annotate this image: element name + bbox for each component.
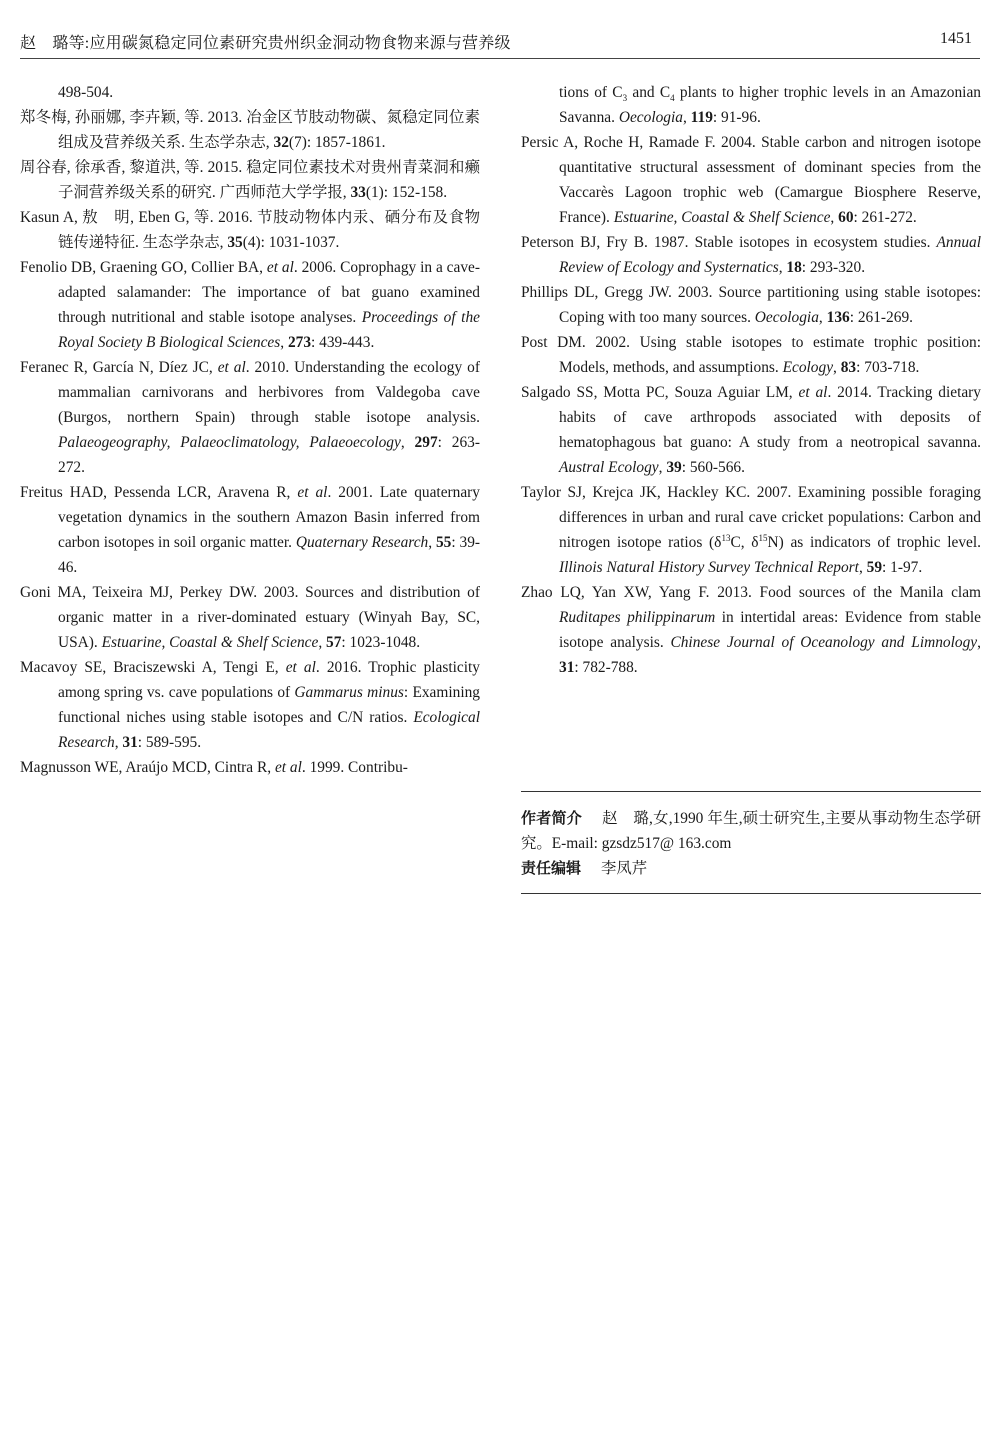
reference-entry xyxy=(20,655,480,755)
reference-entry xyxy=(20,80,480,105)
page-number: 1451 xyxy=(940,30,972,47)
separator: , xyxy=(342,184,351,201)
et-al: et al xyxy=(297,484,328,501)
ref-authors: Macavoy SE, Braciszewski A, Tengi E, xyxy=(20,659,286,676)
ref-text: 498-504. xyxy=(58,84,114,101)
ref-pages: (4): 1031-1037. xyxy=(242,234,340,251)
ref-pages: : 703-718. xyxy=(856,359,920,376)
reference-entry xyxy=(20,105,480,155)
ref-volume: 83 xyxy=(840,359,857,376)
et-al: et al xyxy=(798,384,828,401)
separator: , xyxy=(265,134,274,151)
separator: , xyxy=(318,634,327,651)
separator: , xyxy=(114,734,123,751)
ref-pages: : 263-272. xyxy=(58,434,480,476)
ref-text: plants to higher trophic levels in an Amazonian Savanna. xyxy=(559,84,981,126)
species-name: Ruditapes philippinarum xyxy=(559,609,716,626)
ref-text: . 2010. Understanding the ecology of mammalian carnivorans and herbivores from Valdegoba cave (Burgos, northern Spain) through stable isotope analysis. xyxy=(58,359,480,426)
species-name: Gammarus minus xyxy=(294,684,404,701)
ref-authors: Persic A, Roche H, Ramade F. 2004. Stable carbon and nitrogen isotope quantitative structural assessment of dominant species from the Vaccarès Lagoon trophic web (Camargue Biosphere Reserve, France). xyxy=(521,134,981,226)
reference-entry xyxy=(20,355,480,480)
ref-journal: Palaeogeography, Palaeoclimatology, Palaeoecology xyxy=(58,434,401,451)
references-right-column xyxy=(521,80,981,680)
ref-pages: (7): 1857-1861. xyxy=(288,134,386,151)
author-name: 赵 璐 xyxy=(601,810,650,827)
separator: , xyxy=(400,434,415,451)
ref-authors: 郑冬梅, 孙丽娜, 李卉颖, 等. 2013. 冶金区节肢动物碳、氮稳定同位素组成及营养级关系. xyxy=(20,109,480,151)
reference-entry xyxy=(20,155,480,205)
ref-authors: Phillips DL, Gregg JW. 2003. Source partitioning using stable isotopes: Coping with too many sources. xyxy=(521,284,981,326)
ref-volume: 57 xyxy=(326,634,342,651)
ref-pages: : 261-269. xyxy=(849,309,913,326)
separator: , xyxy=(428,534,436,551)
ref-volume: 31 xyxy=(122,734,138,751)
separator: , xyxy=(977,634,981,651)
ref-journal: 生态学杂志 xyxy=(188,134,266,151)
ref-text: : Examining functional niches using stable isotopes and C/N ratios. xyxy=(58,684,480,726)
ref-authors: Post DM. 2002. Using stable isotopes to estimate trophic position: Models, methods, and assumptions. xyxy=(521,334,981,376)
ref-journal: Oecologia xyxy=(618,109,683,126)
ref-volume: 297 xyxy=(414,434,438,451)
separator: , xyxy=(818,309,827,326)
separator: , xyxy=(280,334,288,351)
reference-entry xyxy=(521,280,981,330)
ref-volume: 18 xyxy=(786,259,802,276)
ref-pages: : 39-46. xyxy=(58,534,481,576)
header-rule xyxy=(20,58,980,59)
ref-text: in intertidal areas: Evidence from stable isotope analysis. xyxy=(559,609,981,651)
ref-volume: 55 xyxy=(435,534,452,551)
ref-journal: Estuarine, Coastal & Shelf Science xyxy=(613,209,831,226)
ref-pages: : 261-272. xyxy=(853,209,917,226)
ref-text: . 2006. Coprophagy in a cave-adapted salamander: The importance of bat guano examined through nutritional and stable isotope analyses. xyxy=(58,259,480,326)
ref-volume: 32 xyxy=(273,134,289,151)
ref-pages: : 439-443. xyxy=(311,334,375,351)
reference-entry xyxy=(20,205,480,255)
reference-entry xyxy=(521,230,981,280)
separator: , xyxy=(833,359,841,376)
ref-authors: Peterson BJ, Fry B. 1987. Stable isotopes in ecosystem studies. xyxy=(521,234,937,251)
reference-entry xyxy=(20,755,480,780)
reference-entry xyxy=(521,580,981,680)
subscript: 3 xyxy=(622,93,628,104)
superscript: 15 xyxy=(758,532,768,543)
ref-volume: 39 xyxy=(666,459,682,476)
reference-entry xyxy=(20,480,480,580)
editor-name: 李凤芹 xyxy=(601,860,648,877)
ref-journal: 生态学杂志 xyxy=(142,234,220,251)
reference-entry xyxy=(521,480,981,580)
reference-entry xyxy=(521,380,981,480)
ref-volume: 136 xyxy=(826,309,850,326)
separator: , xyxy=(219,234,228,251)
ref-journal: Chinese Journal of Oceanology and Limnology xyxy=(670,634,978,651)
ref-journal: Quaternary Research xyxy=(295,534,429,551)
ref-pages: : 560-566. xyxy=(681,459,745,476)
ref-journal: Oecologia xyxy=(754,309,819,326)
separator: , xyxy=(658,459,667,476)
ref-journal: Estuarine, Coastal & Shelf Science xyxy=(101,634,319,651)
et-al: et al xyxy=(217,359,246,376)
ref-authors: Zhao LQ, Yan XW, Yang F. 2013. Food sources of the Manila clam xyxy=(521,584,981,601)
ref-journal: 广西师范大学学报 xyxy=(219,184,343,201)
ref-pages: : 1-97. xyxy=(882,559,923,576)
ref-authors: 周谷春, 徐承香, 黎道洪, 等. 2015. 稳定同位素技术对贵州青菜洞和癞子洞营养级关系的研究. xyxy=(20,159,480,201)
ref-authors: Magnusson WE, Araújo MCD, Cintra R, xyxy=(20,759,275,776)
author-bio xyxy=(521,806,981,881)
ref-authors: Fenolio DB, Graening GO, Collier BA, xyxy=(20,259,267,276)
ref-journal: Austral Ecology xyxy=(559,459,659,476)
ref-journal: Annual Review of Ecology and Systernatics xyxy=(559,234,981,276)
ref-volume: 273 xyxy=(287,334,312,351)
separator: , xyxy=(830,209,839,226)
ref-authors: Kasun A, 敖 明, Eben G, 等. 2016. 节肢动物体内汞、硒分布及食物链传递特征. xyxy=(20,209,480,251)
reference-entry xyxy=(521,330,981,380)
running-header xyxy=(20,26,980,56)
ref-pages: : 782-788. xyxy=(574,659,638,676)
author-label: 作者简介 xyxy=(521,809,582,827)
et-al: et al xyxy=(266,259,294,276)
ref-text: . 2001. Late quaternary vegetation dynamics in the southern Amazon Basin inferred from carbon isotopes in soil organic matter. xyxy=(58,484,480,551)
ref-authors: Freitus HAD, Pessenda LCR, Aravena R, xyxy=(20,484,298,501)
ref-pages: : 1023-1048. xyxy=(341,634,421,651)
ref-pages: : 589-595. xyxy=(137,734,202,751)
reference-entry xyxy=(521,130,981,230)
ref-authors: Salgado SS, Motta PC, Souza Aguiar LM, xyxy=(521,384,799,401)
ref-journal: Ecology xyxy=(782,359,834,376)
et-al: et al xyxy=(285,659,316,676)
ref-text: . 2016. Trophic plasticity among spring vs. cave populations of xyxy=(58,659,480,701)
ref-journal: Illinois Natural History Survey Technical Report xyxy=(559,559,859,576)
ref-text: tions of C xyxy=(559,84,623,101)
ref-volume: 31 xyxy=(559,659,575,676)
reference-entry xyxy=(20,580,480,655)
subscript: 4 xyxy=(670,93,675,104)
separator: , xyxy=(778,259,787,276)
ref-volume: 33 xyxy=(350,184,366,201)
ref-authors: Goni MA, Teixeira MJ, Perkey DW. 2003. Sources and distribution of organic matter in a river-dominated estuary (Winyah Bay, SC, USA). xyxy=(20,584,480,651)
references-left-column xyxy=(20,80,480,780)
running-title: 赵 璐等:应用碳氮稳定同位素研究贵州织金洞动物食物来源与营养级 xyxy=(20,35,511,52)
ref-authors: Feranec R, García N, Díez JC, xyxy=(20,359,218,376)
ref-text: . 1999. Contribu- xyxy=(301,759,408,776)
superscript: 13 xyxy=(721,532,731,543)
ref-volume: 119 xyxy=(690,109,713,126)
ref-pages: : 91-96. xyxy=(712,109,761,126)
reference-entry xyxy=(20,255,480,355)
separator: , xyxy=(682,109,691,126)
ref-authors: Taylor SJ, Krejca JK, Hackley KC. 2007. Examining possible foraging differences in urban and rural cave cricket populations: Carbon and nitrogen isotope ratios (δ xyxy=(521,484,981,551)
separator: , xyxy=(858,559,867,576)
reference-entry xyxy=(521,80,981,130)
author-text: ,女,1990 年生,硕士研究生,主要从事动物生态学研究。E-mail: gzsdz517@ 163.com xyxy=(521,810,981,852)
ref-text: and C xyxy=(627,84,671,101)
ref-text: C, δ xyxy=(730,534,759,551)
et-al: et al xyxy=(274,759,302,776)
ref-journal: Ecological Research xyxy=(58,709,480,751)
bio-bottom-rule xyxy=(521,893,981,894)
ref-journal: Proceedings of the Royal Society B Biological Sciences xyxy=(58,309,480,351)
bio-top-rule xyxy=(521,791,981,792)
ref-text: . 2014. Tracking dietary habits of cave arthropods associated with deposits of hematophagous bat guano: A study from a neotropical savanna. xyxy=(559,384,981,451)
ref-pages: (1): 152-158. xyxy=(365,184,448,201)
ref-volume: 60 xyxy=(838,209,854,226)
ref-volume: 59 xyxy=(866,559,883,576)
ref-volume: 35 xyxy=(227,234,243,251)
ref-text: N) as indicators of trophic level. xyxy=(767,534,981,551)
editor-label: 责任编辑 xyxy=(521,859,582,877)
ref-pages: : 293-320. xyxy=(801,259,866,276)
